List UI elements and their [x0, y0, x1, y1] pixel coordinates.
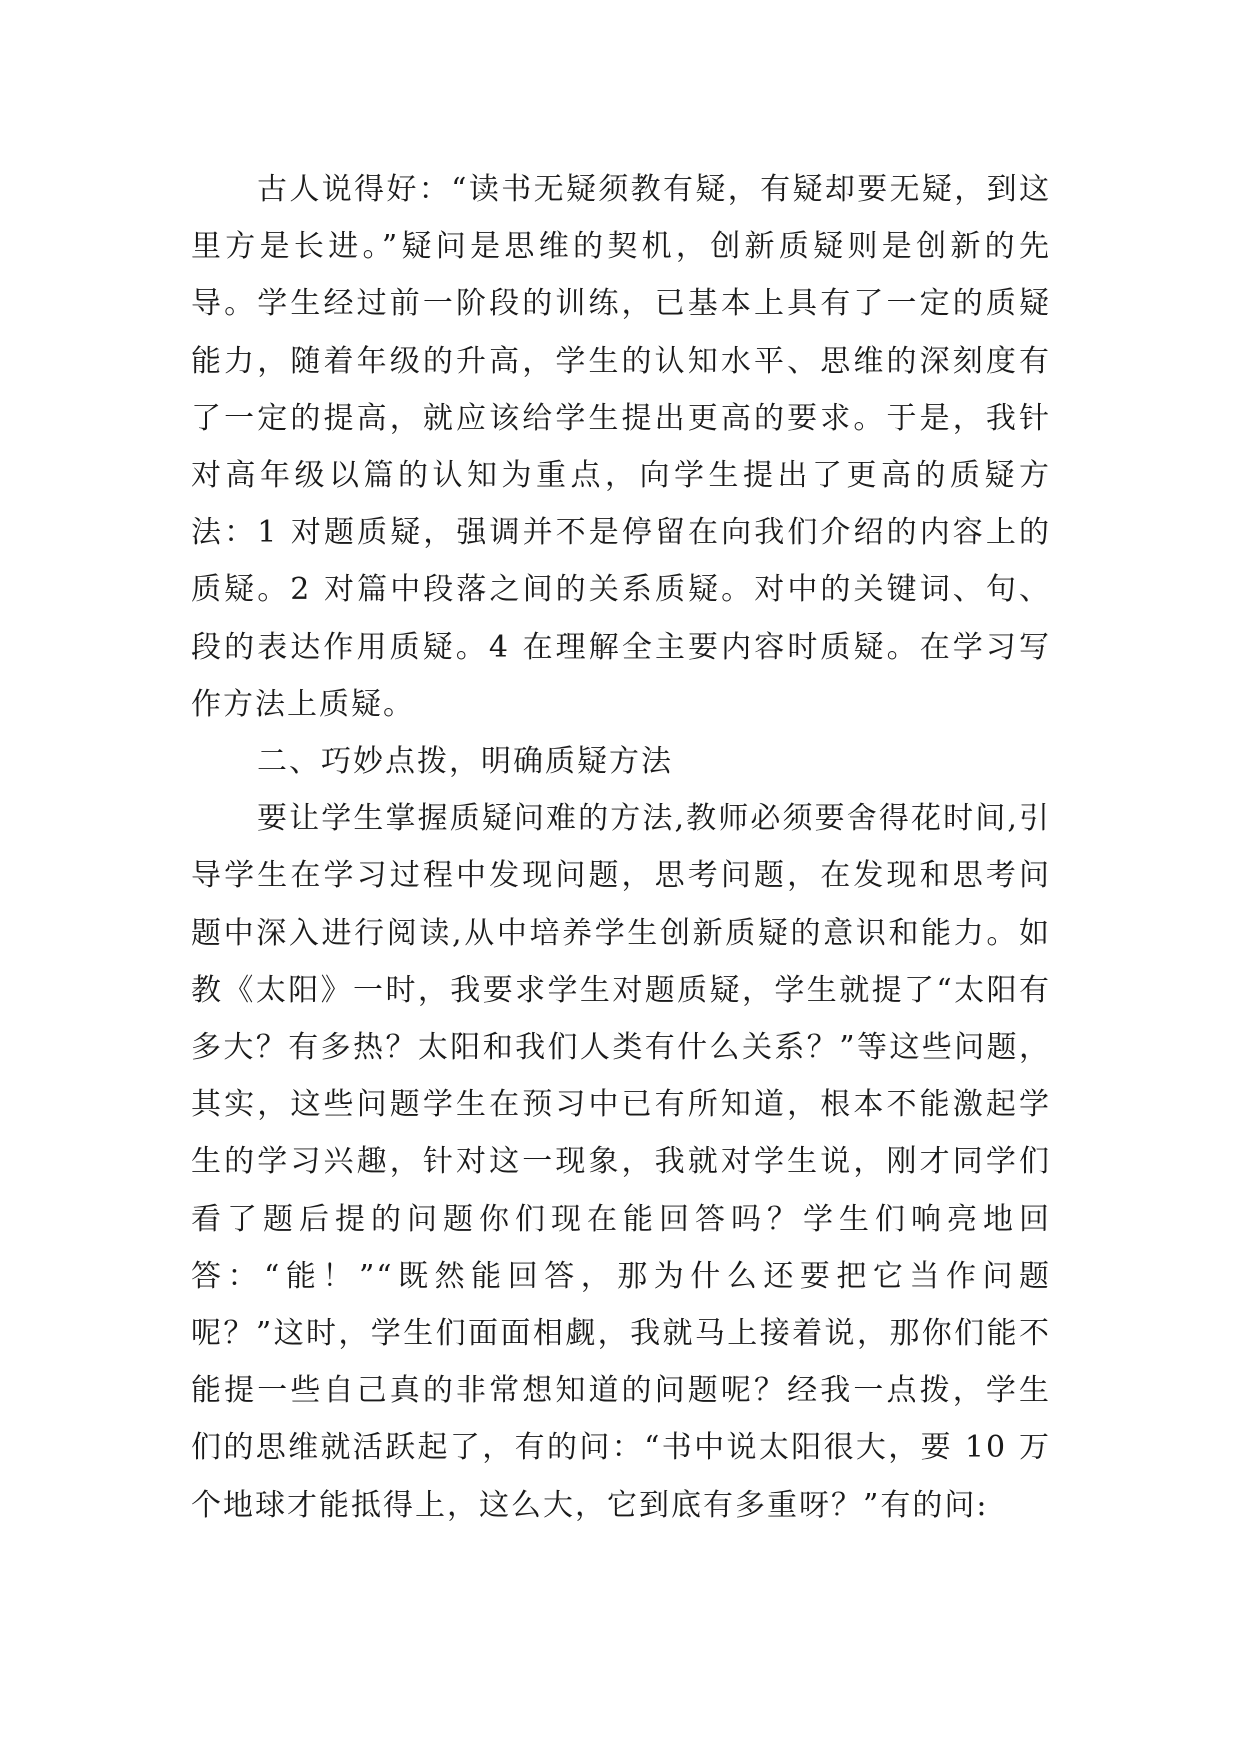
section-heading: 二、巧妙点拨，明确质疑方法 — [257, 744, 673, 780]
paragraph-guidance-example: 要让学生掌握质疑问难的方法,教师必须要舍得花时间,引导学生在学习过程中发现问题，思考问题，在发现和思考问题中深入进行阅读,从中培养学生创新质疑的意识和能力。如教《太阳》一时，我要求学生对题质疑，学生就提了“太阳有多大？有多热？太阳和我们人类有什么关系？”等这些问题，其实，这些问题学生在预习中已有所知道，根本不能激起学生的学习兴趣，针对这一现象，我就对学生说，刚才同学们看了题后提的问题你们现在能回答吗？学生们响亮地回答：“能！”“既然能回答，那为什么还要把它当作问题呢？”这时，学生们面面相觑，我就马上接着说，那你们能不能提一些自己真的非常想知道的问题呢？经我一点拨，学生们的思维就活跃起了，有的问：“书中说太阳很大，要 10 万个地球才能抵得上，这么大，它到底有多重呀？”有的问: — [191, 801, 1051, 1523]
paragraph-questioning-intro: 古人说得好：“读书无疑须教有疑，有疑却要无疑，到这里方是长进。”疑问是思维的契机，创新质疑则是创新的先导。学生经过前一阶段的训练，已基本上具有了一定的质疑能力，随着年级的升高，学生的认知水平、思维的深刻度有了一定的提高，就应该给学生提出更高的要求。于是，我针对高年级以篇的认知为重点，向学生提出了更高的质疑方法：1 对题质疑，强调并不是停留在向我们介绍的内容上的质疑。2 对篇中段落之间的关系质疑。对中的关键词、句、段的表达作用质疑。4 在理解全主要内容时质疑。在学习写作方法上质疑。 — [191, 172, 1051, 722]
document-body — [191, 161, 1051, 1534]
